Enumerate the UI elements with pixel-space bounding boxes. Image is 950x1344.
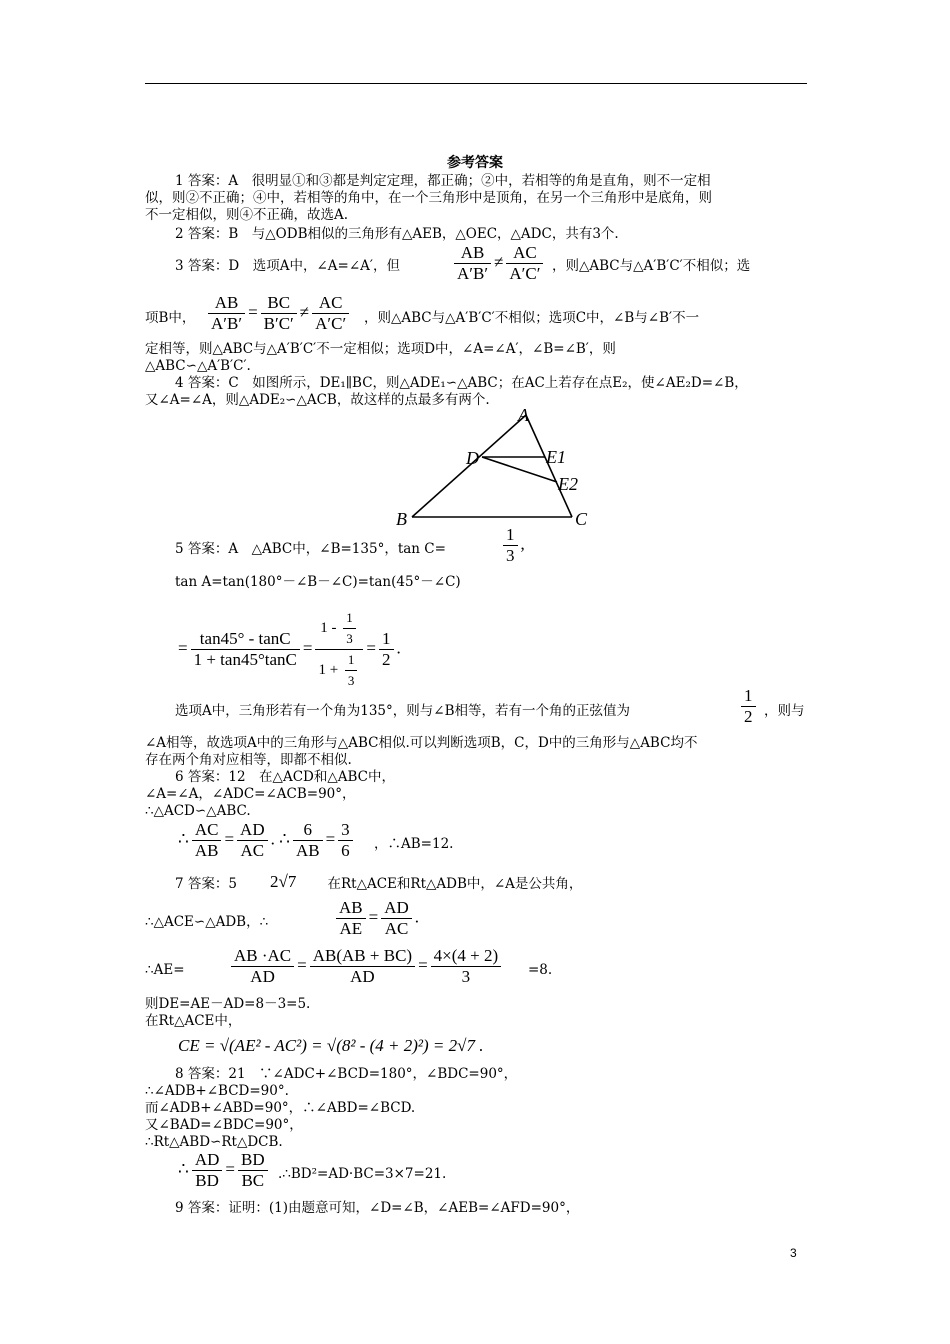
text-line: 6 答案：12 在△ACD和△ABC中， (175, 769, 395, 785)
text-line: 选项A中，三角形若有一个角为135°，则与∠B相等，若有一个角的正弦值为 (175, 703, 630, 719)
page-title: 参考答案 (447, 155, 503, 171)
label-E1: E1 (546, 447, 566, 467)
text-line: 不一定相似，则④不正确，故选A. (145, 207, 349, 223)
text-line: 2 答案：B 与△ODB相似的三角形有△AEB，△OEC，△ADC，共有3个. (175, 226, 619, 242)
header-rule (145, 83, 807, 84)
text-line: 8 答案：21 ∵∠ADC+∠BCD=180°，∠BDC=90°， (175, 1066, 518, 1082)
math-fraction: $\frac{1}{3}$ , (500, 525, 525, 566)
text-line: ，则△ABC与△A′B′C′不相似；选 (552, 258, 751, 274)
math-sqrt: 2√7 (270, 872, 297, 891)
text-line: 在Rt△ACE中， (145, 1013, 242, 1029)
text-line: 则DE=AE－AD=8－3=5. (145, 996, 311, 1012)
text-line: 似，则②不正确；④中，若相等的角中，在一个三角形中是顶角，在另一个三角形中是底角，则 (145, 190, 712, 206)
math-ratio-q7: $\frac{AB}{AE}$ = $\frac{AD}{AC}$ . (333, 898, 419, 939)
text-line: 7 答案：5 (175, 876, 251, 892)
text-line: =8. (528, 962, 553, 978)
text-line: 又∠A=∠A，则△ADE₂∽△ACB，故这样的点最多有两个. (145, 392, 490, 408)
text-line: 9 答案：证明：(1)由题意可知，∠D=∠B，∠AEB=∠AFD=90°， (175, 1200, 580, 1216)
math-ratio-q8: ∴ $\frac{AD}{BD}$ = $\frac{BD}{BC}$ (178, 1150, 271, 1191)
label-E2: E2 (558, 474, 578, 494)
text-line: 5 答案：A △ABC中，∠B=135°，tan C= (175, 541, 446, 557)
text-line: ∴∠ADB+∠BCD=90°. (145, 1083, 289, 1099)
label-B: B (396, 509, 407, 529)
math-fraction-group: $\frac{AB}{A'B'}$ = $\frac{BC}{B'C'}$ ≠ $\frac{AC}{A'C'}$ (205, 293, 352, 334)
text-line: .∴BD²=AD·BC=3×7=21. (278, 1166, 447, 1182)
text-line: ∠A=∠A，∠ADC=∠ACB=90°， (145, 786, 356, 802)
text-line: 存在两个角对应相等，即都不相似. (145, 752, 352, 768)
math-tan-expression: = $\frac{\tan 45^\circ - \tan C}{1 + \tan 45^\circ\tan C}$ = 1 - $\frac{1}{3}$ 1 + $\frac{1}{3}$ = $\frac{1}{2}$ . (178, 610, 401, 688)
text-line: ，∴AB=12. (374, 836, 454, 852)
text-line: tan A=tan(180°－∠B－∠C)=tan(45°－∠C) (175, 574, 461, 590)
math-ae-expression: $\frac{AB \cdot AC}{AD}$ = $\frac{AB(AB + BC)}{AD}$ = $\frac{4\times(4 + 2)}{3}$ (228, 946, 504, 987)
text-line: △ABC∽△A′B′C′. (145, 358, 251, 374)
text-line: ∴AE= (145, 962, 185, 978)
label-C: C (575, 509, 588, 529)
triangle-figure (390, 405, 600, 534)
label-D: D (466, 448, 479, 468)
text-line: ∠A相等，故选项A中的三角形与△ABC相似.可以判断选项B，C，D中的三角形与△ABC均不 (145, 735, 698, 751)
text-line: 定相等，则△ABC与△A′B′C′不一定相似；选项D中，∠A=∠A′，∠B=∠B′，则 (145, 341, 616, 357)
text-line: 在Rt△ACE和Rt△ADB中，∠A是公共角， (314, 876, 583, 892)
text-line: 项B中， (145, 310, 196, 326)
text-line: ，则与 (764, 703, 805, 719)
text-line: ∴Rt△ABD∽Rt△DCB. (145, 1134, 283, 1150)
page-number: 3 (790, 1246, 797, 1260)
text-line: 1 答案：A 很明显①和③都是判定定理，都正确；②中，若相等的角是直角，则不一定相 (175, 173, 711, 189)
math-fraction-group: $\frac{AB}{A'B'}$ ≠ $\frac{AC}{A'C'}$ (451, 243, 546, 284)
text-line: ∴△ACD∽△ABC. (145, 803, 251, 819)
text-line: 又∠BAD=∠BDC=90°， (145, 1117, 303, 1133)
text-line: 3 答案：D 选项A中，∠A=∠A′，但 (175, 258, 400, 274)
text-line: ∴△ACE∽△ADB，∴ (145, 914, 269, 930)
math-ratio-q6: ∴ $\frac{AC}{AB}$ = $\frac{AD}{AC}$ . ∴ $\frac{6}{AB}$ = $\frac{3}{6}$ (178, 820, 356, 861)
text-line: 4 答案：C 如图所示，DE₁∥BC，则△ADE₁∽△ABC；在AC上若存在点E₂，使∠AE₂D=∠B， (175, 375, 748, 391)
math-fraction: $\frac{1}{2}$ (738, 686, 759, 727)
math-ce-expression: CE = √(AE² - AC²) = √(8² - (4 + 2)²) = 2√7 . (178, 1036, 484, 1055)
text-line: 而∠ADB+∠ABD=90°，∴∠ABD=∠BCD. (145, 1100, 416, 1116)
text-line: ，则△ABC与△A′B′C′不相似；选项C中，∠B与∠B′不一 (364, 310, 700, 326)
label-A: A (518, 405, 529, 425)
